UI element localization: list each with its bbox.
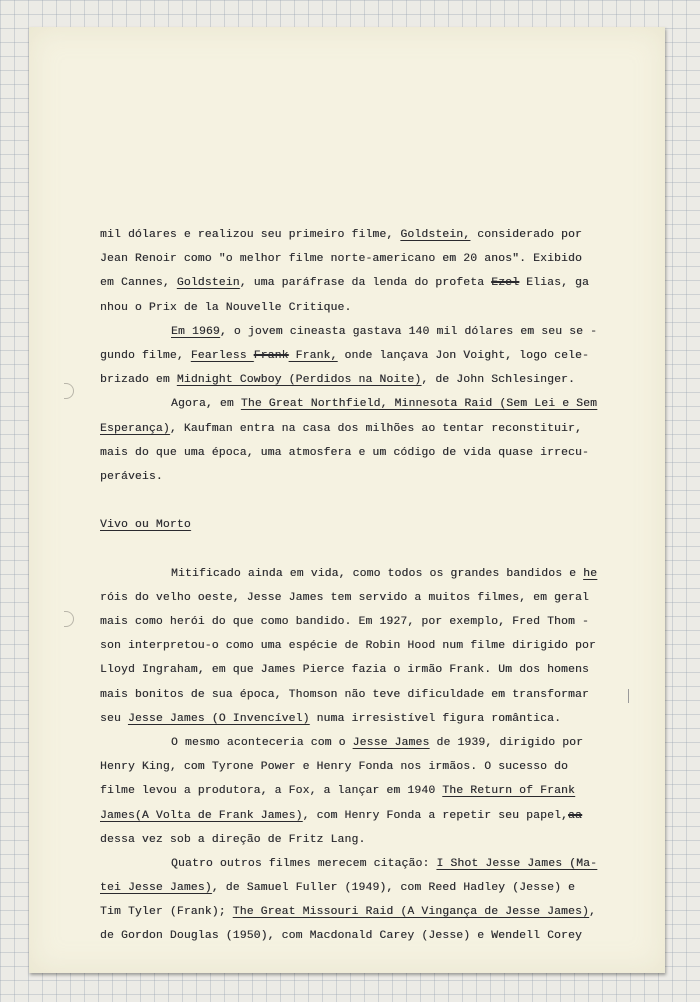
underlined-title: Frank, bbox=[288, 349, 338, 362]
text-run: gundo filme, bbox=[100, 349, 191, 362]
text-run: brizado em bbox=[100, 374, 177, 387]
binder-hole-bottom bbox=[64, 611, 74, 627]
text-run: filme levou a produtora, a Fox, a lançar em 1940 bbox=[100, 785, 443, 798]
text-line bbox=[100, 465, 624, 489]
text-run: , com Henry Fonda a repetir seu papel, bbox=[302, 809, 569, 822]
text-run: mais bonitos de sua época, Thomson não teve dificuldade em transformar bbox=[100, 688, 589, 701]
text-line bbox=[100, 852, 624, 876]
text-run: Quatro outros filmes merecem citação: bbox=[171, 857, 437, 870]
text-run: de Gordon Douglas (1950), com Macdonald Carey (Jesse) e Wendell Corey bbox=[100, 930, 582, 943]
text-line bbox=[100, 223, 624, 247]
text-line bbox=[100, 876, 624, 900]
underlined-title: Jesse James (O Invencível) bbox=[127, 712, 310, 725]
text-run: , uma paráfrase da lenda do profeta bbox=[239, 277, 492, 290]
text-line bbox=[100, 779, 624, 803]
text-line bbox=[100, 441, 624, 465]
text-line bbox=[100, 634, 624, 658]
text-line bbox=[100, 586, 624, 610]
text-line bbox=[100, 731, 624, 755]
underlined-title: Midnight Cowboy (Perdidos na Noite) bbox=[176, 374, 422, 387]
text-line bbox=[100, 707, 624, 731]
text-run: Elias, ga bbox=[519, 277, 590, 290]
text-run: , de John Schlesinger. bbox=[421, 374, 576, 387]
binder-hole-top bbox=[64, 383, 74, 399]
text-line bbox=[100, 344, 624, 368]
text-run: nhou o Prix de la Nouvelle Critique. bbox=[100, 301, 352, 314]
underlined-title: Jesse James bbox=[352, 736, 430, 749]
text-run: em Cannes, bbox=[100, 277, 177, 290]
text-line bbox=[100, 924, 624, 948]
text-run: O mesmo aconteceria com o bbox=[171, 736, 353, 749]
text-line bbox=[100, 513, 624, 537]
underlined-title: The Return of Frank bbox=[442, 785, 576, 798]
text-run: Agora, em bbox=[171, 398, 241, 411]
text-line bbox=[100, 828, 624, 852]
text-line bbox=[100, 683, 624, 707]
text-run: , de Samuel Fuller (1949), com Reed Hadley (Jesse) e bbox=[211, 882, 576, 895]
underlined-title: James(A Volta de Frank James) bbox=[100, 809, 303, 822]
text-run: , bbox=[589, 906, 596, 919]
text-run: Tim Tyler (Frank); bbox=[100, 906, 233, 919]
text-line bbox=[100, 755, 624, 779]
text-run: Henry King, com Tyrone Power e Henry Fonda nos irmãos. O sucesso do bbox=[100, 761, 569, 774]
text-line bbox=[100, 247, 624, 271]
underlined-title: Goldstein, bbox=[400, 229, 471, 241]
text-run: mil dólares e realizou seu primeiro filme, bbox=[100, 229, 401, 241]
text-run: numa irresistível figura romântica. bbox=[309, 712, 562, 725]
text-run: róis do velho oeste, Jesse James tem servido a muitos filmes, em geral bbox=[100, 591, 589, 604]
text-run: onde lançava Jon Voight, logo cele- bbox=[337, 349, 590, 362]
text-line bbox=[100, 562, 624, 586]
text-line bbox=[100, 368, 624, 392]
underlined-title: he bbox=[583, 567, 598, 580]
underlined-title: Goldstein bbox=[176, 277, 240, 290]
text-run: Mitificado ainda em vida, como todos os grandes bandidos e bbox=[171, 567, 584, 580]
underlined-title: Fearless bbox=[190, 349, 254, 362]
blank-line bbox=[100, 537, 624, 561]
text-run: Lloyd Ingraham, em que James Pierce fazia o irmão Frank. Um dos homens bbox=[100, 664, 589, 677]
text-line bbox=[100, 271, 624, 295]
text-line bbox=[100, 296, 624, 320]
underlined-title: The Great Northfield, Minnesota Raid (Sem Lei e Sem bbox=[240, 398, 598, 411]
struck-out-text: Frank bbox=[253, 349, 289, 362]
document-body bbox=[100, 223, 624, 949]
text-run: peráveis. bbox=[100, 470, 163, 483]
margin-mark bbox=[628, 689, 629, 703]
text-line bbox=[100, 658, 624, 682]
text-run: mais como herói do que como bandido. Em 1927, por exemplo, Fred Thom - bbox=[100, 616, 589, 628]
text-run: de 1939, dirigido por bbox=[429, 736, 584, 749]
blank-line bbox=[100, 489, 624, 513]
underlined-title: I Shot Jesse James (Ma- bbox=[436, 857, 598, 870]
text-line bbox=[100, 392, 624, 416]
text-run: , Kaufman entra na casa dos milhões ao tentar reconstituir, bbox=[169, 422, 583, 435]
text-line bbox=[100, 610, 624, 634]
text-line bbox=[100, 417, 624, 441]
text-run: son interpretou-o como uma espécie de Robin Hood num filme dirigido por bbox=[100, 640, 596, 653]
text-run: mais do que uma época, uma atmosfera e um código de vida quase irrecu- bbox=[100, 446, 589, 459]
text-run: dessa vez sob a direção de Fritz Lang. bbox=[100, 833, 366, 846]
text-run: seu bbox=[100, 712, 128, 725]
text-run: , o jovem cineasta gastava 140 mil dólares em seu se - bbox=[219, 325, 598, 338]
underlined-title: The Great Missouri Raid (A Vingança de Jesse James) bbox=[232, 906, 589, 919]
struck-out-text: Ezel bbox=[491, 277, 520, 290]
text-line bbox=[100, 900, 624, 924]
text-run: Jean Renoir como "o melhor filme norte-americano em 20 anos". Exibido bbox=[100, 253, 582, 266]
text-line bbox=[100, 804, 624, 828]
underlined-title: Vivo ou Morto bbox=[100, 519, 191, 532]
underlined-title: Esperança) bbox=[100, 422, 170, 435]
text-run: considerado por bbox=[470, 229, 583, 241]
underlined-title: Em 1969 bbox=[171, 325, 220, 338]
typewritten-page bbox=[29, 27, 665, 973]
text-line bbox=[100, 320, 624, 344]
struck-out-text: aa bbox=[568, 809, 583, 822]
underlined-title: tei Jesse James) bbox=[100, 882, 212, 895]
